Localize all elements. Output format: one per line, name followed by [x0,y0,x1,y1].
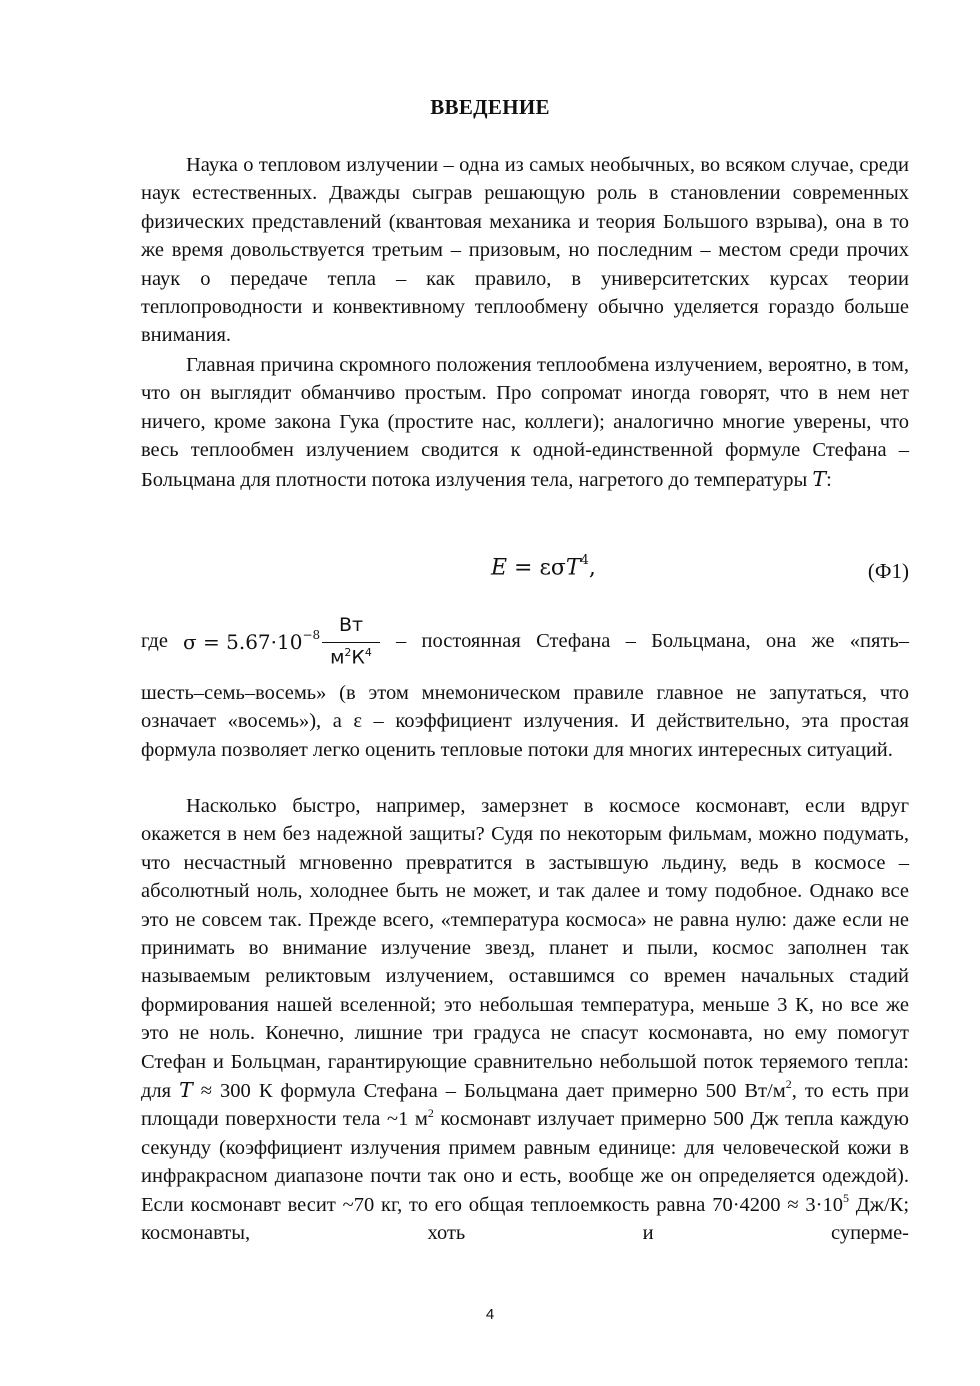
p4-heat-capacity-calc: 70·4200 ≈ 3·10 [705,1193,843,1216]
paragraph-1-text: Наука о тепловом излучении – одна из самых необычных, во всяком случае, среди наук естественных. Дважды сыграв решающую роль в становлении современных физических представлений (квантовая механика и теория Большого взрыва), она в то же время довольствуется третьим – призовым, но последним – местом среди прочих наук о передаче тепла – как правило, в университетских курсах теории теплопроводности и конвективному теплообмену обычно уделяется гораздо больше внимания. [141,154,909,347]
sigma-expression [183,630,320,654]
paragraph-1 [141,151,909,350]
formula-eq: = εσ [507,555,566,581]
page-title: ВВЕДЕНИЕ [430,95,550,119]
formula-var: T [565,555,581,581]
formula-number: (Ф1) [867,559,909,583]
formula-power: 4 [580,553,589,568]
page-number: 4 [485,1306,495,1323]
p4-sup-3: 5 [843,1190,849,1205]
unit-den-a: м [330,646,345,669]
paragraph-2-text: Главная причина скромного положения теплообмена излучением, вероятно, в том, что он выглядит обманчиво простым. Про сопромат иногда говорят, что в нем нет ничего, кроме закона Гука (простите нас, коллеги); аналогично многие уверены, что весь теплообмен излучением сводится к одной-единственной формуле Стефана – Больцмана для плотности потока излучения тела, нагретого до температуры [141,354,909,491]
unit-denominator [322,646,380,668]
paragraph-4-part1: Насколько быстро, например, замерзнет в космосе космонавт, если вдруг окажется в нем без надежной защиты? Судя по некоторым фильмам, можно подумать, что несчастный мгновенно превратится в застывшую льдину, ведь в космосе – абсолютный ноль, холоднее быть не может, и так далее и тому подобное. Однако все это не совсем так. Прежде всего, «температура космоса» не равна нулю: даже если не принимать во внимание излучение звезд, планет и пыли, космос заполнен так называемым реликтовым излучением, оставшимся со времен начальных стадий формирования нашей вселенной; это небольшая температура, меньше 3 К, но все же это не ноль. Конечно, лишние три градуса не спасут космонавта, но ему помогут Стефан и Больцман, гарантирующие сравнительно небольшой поток теряемого тепла: для [141,795,909,1103]
paragraph-3: шесть–семь–восемь» (в этом мнемоническом правиле главное не запутаться, что означает «восемь»), а ε – коэффициент излучения. И действительно, эта простая формула позволяет легко оценить тепловые потоки для многих интересных ситуаций. [141,682,909,761]
p4-sup-1: 2 [785,1077,792,1092]
sigma-lead: где [141,630,168,652]
sigma-definition [141,612,909,678]
paragraph-4-part3: , то есть при площади поверхности тела ~1 м [141,1080,909,1131]
paragraph-4-part4: космонавт излучает примерно 500 Дж тепла каждую секунду (коэффициент излучения примем равным единице: для человеческой кожи в инфракрасном диапазоне почти так оно и есть, вообще же он определяется одеждой). Если космонавт весит ~70 кг, то его общая теплоемкость равна [141,1108,910,1216]
unit-den-b: К [351,646,365,669]
p4-temperature-expr: ≈ 300 [192,1080,251,1103]
paragraph-4 [141,792,909,1248]
paragraph-2-end: : [826,468,832,491]
unit-den-sup1: 2 [344,646,352,659]
paragraph-2 [141,351,909,494]
sigma-value: σ = 5.67·10 [183,630,303,654]
sigma-exponent: −8 [302,628,321,643]
paragraph-4-part5: Дж/К; космонавты, хоть и суперме- [141,1193,910,1245]
unit-den-sup2: 4 [364,646,372,659]
formula-trail: , [588,555,596,581]
stefan-boltzmann-formula [491,555,596,580]
p4-temperature-variable: T [179,1078,193,1103]
formula-lhs: E [491,555,508,581]
p4-sup-2: 2 [427,1105,434,1120]
paragraph-4-part2: К формула Стефана – Больцмана дает примерно 500 Вт/м [250,1080,786,1103]
sigma-unit-fraction [322,614,380,668]
sigma-description: – постоянная Стефана – Больцмана, она же «пять– [396,630,909,652]
unit-numerator: Вт [338,614,364,636]
temperature-variable: T [812,466,827,491]
fraction-bar [322,642,380,643]
